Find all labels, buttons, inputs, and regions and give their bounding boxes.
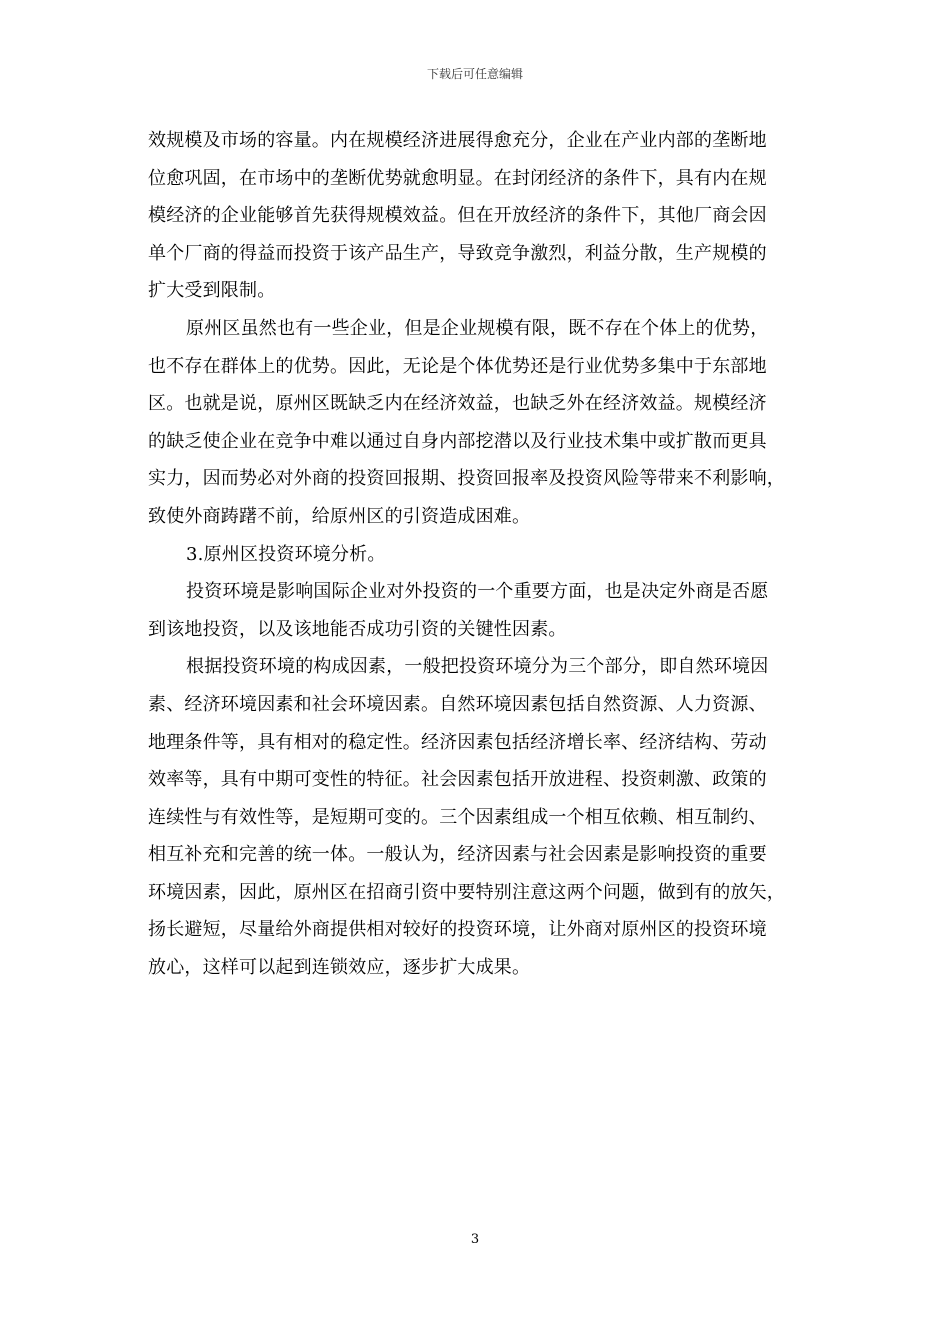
section-heading: 3.原州区投资环境分析。 xyxy=(186,543,386,565)
paragraph-line: 位愈巩固，在市场中的垄断优势就愈明显。在封闭经济的条件下，具有内在规 xyxy=(148,167,767,189)
paragraph-line: 到该地投资，以及该地能否成功引资的关键性因素。 xyxy=(148,618,567,640)
paragraph-line: 扬长避短，尽量给外商提供相对较好的投资环境，让外商对原州区的投资环境 xyxy=(148,919,767,941)
paragraph-line: 的缺乏使企业在竞争中难以通过自身内部挖潜以及行业技术集中或扩散而更具 xyxy=(148,430,767,452)
page-number: 3 xyxy=(470,1232,480,1247)
paragraph-line: 区。也就是说，原州区既缺乏内在经济效益，也缺乏外在经济效益。规模经济 xyxy=(148,393,767,415)
paragraph-line: 连续性与有效性等，是短期可变的。三个因素组成一个相互依赖、相互制约、 xyxy=(148,806,767,828)
paragraph-line: 环境因素，因此，原州区在招商引资中要特别注意这两个问题，做到有的放矢， xyxy=(148,881,785,903)
paragraph-line: 放心，这样可以起到连锁效应，逐步扩大成果。 xyxy=(148,957,531,979)
paragraph-line: 也不存在群体上的优势。因此，无论是个体优势还是行业优势多集中于东部地 xyxy=(148,355,767,377)
paragraph-line: 扩大受到限制。 xyxy=(148,280,276,302)
paragraph-line: 效规模及市场的容量。内在规模经济进展得愈充分，企业在产业内部的垄断地 xyxy=(148,130,767,151)
paragraph-line: 致使外商踌躇不前，给原州区的引资造成困难。 xyxy=(148,505,531,527)
paragraph-line: 根据投资环境的构成因素，一般把投资环境分为三个部分，即自然环境因 xyxy=(186,656,769,678)
paragraph-line: 效率等，具有中期可变性的特征。社会因素包括开放进程、投资刺激、政策的 xyxy=(148,769,767,791)
body-text xyxy=(148,122,808,987)
paragraph-line: 实力，因而势必对外商的投资回报期、投资回报率及投资风险等带来不利影响， xyxy=(148,468,785,490)
paragraph-line: 单个厂商的得益而投资于该产品生产，导致竞争激烈，利益分散，生产规模的 xyxy=(148,242,767,264)
paragraph-line: 模经济的企业能够首先获得规模效益。但在开放经济的条件下，其他厂商会因 xyxy=(148,205,767,227)
paragraph-line: 投资环境是影响国际企业对外投资的一个重要方面，也是决定外商是否愿 xyxy=(186,581,769,603)
page-header: 下载后可任意编辑 xyxy=(426,67,523,81)
paragraph-line: 相互补充和完善的统一体。一般认为，经济因素与社会因素是影响投资的重要 xyxy=(148,844,767,866)
paragraph-line: 地理条件等，具有相对的稳定性。经济因素包括经济增长率、经济结构、劳动 xyxy=(148,731,767,753)
paragraph-line: 素、经济环境因素和社会环境因素。自然环境因素包括自然资源、人力资源、 xyxy=(148,693,767,715)
paragraph-line: 原州区虽然也有一些企业，但是企业规模有限，既不存在个体上的优势， xyxy=(186,317,769,339)
